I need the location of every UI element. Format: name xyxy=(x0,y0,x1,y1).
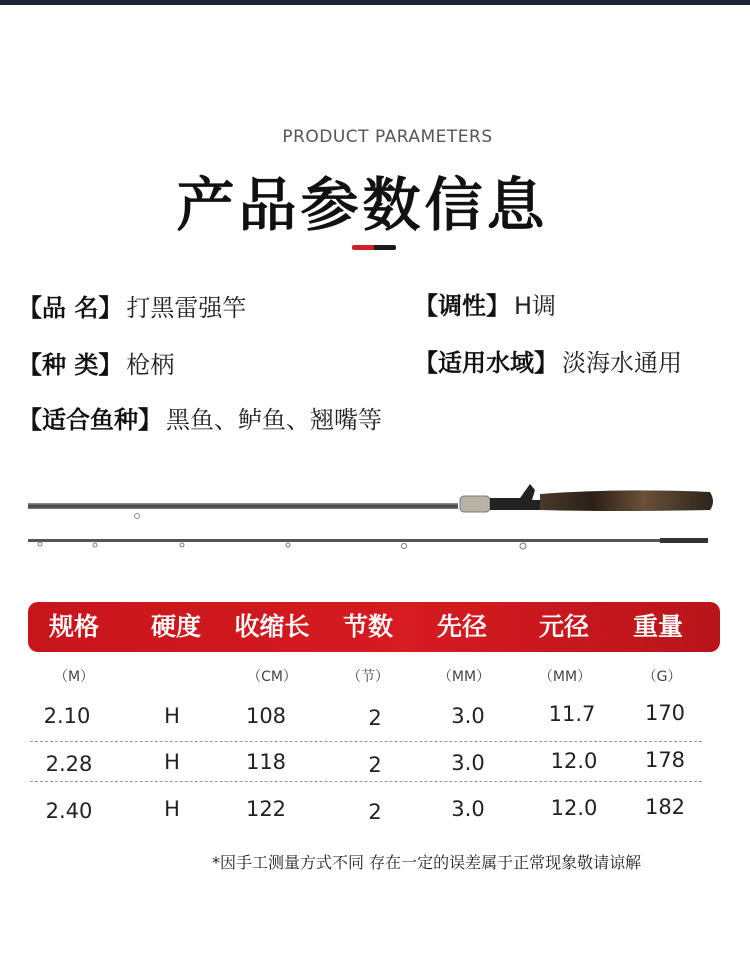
unit-butt-diameter: （MM） xyxy=(538,669,592,685)
cell-closed-length: 118 xyxy=(245,750,287,774)
spec-value: 枪柄 xyxy=(126,351,175,379)
rod-tip-blank xyxy=(28,539,708,542)
cell-sections: 2 xyxy=(368,706,382,730)
row-divider xyxy=(30,781,702,782)
rod-guide xyxy=(520,543,526,549)
cell-tip-diameter: 3.0 xyxy=(451,704,485,728)
cell-butt-diameter: 12.0 xyxy=(550,796,598,820)
cell-weight: 182 xyxy=(644,795,686,819)
spec-value: 打黑雷强竿 xyxy=(126,294,247,322)
cell-sections: 2 xyxy=(368,800,382,824)
unit-tip-diameter: （MM） xyxy=(437,669,491,685)
rod-guide xyxy=(93,543,97,547)
cell-weight: 178 xyxy=(644,748,686,772)
header-sections: 节数 xyxy=(342,612,394,641)
cell-tip-diameter: 3.0 xyxy=(451,751,485,775)
cell-hardness: H xyxy=(164,750,180,774)
section-subtitle: PRODUCT PARAMETERS xyxy=(282,127,493,147)
cell-closed-length: 122 xyxy=(245,797,287,821)
spec-key: 【种 类】 xyxy=(18,351,123,379)
rod-guide xyxy=(286,543,290,547)
table-header xyxy=(28,602,720,652)
rod-guide xyxy=(135,514,140,519)
rod-ferrule xyxy=(660,538,708,543)
header-spec: 规格 xyxy=(48,612,100,641)
rod-butt-blank xyxy=(28,503,458,509)
spec-value: 黑鱼、鲈鱼、翘嘴等 xyxy=(166,406,382,434)
unit-spec: （M） xyxy=(53,669,95,685)
unit-weight: （G） xyxy=(642,669,682,685)
cell-weight: 170 xyxy=(644,701,686,725)
spec-key: 【品 名】 xyxy=(18,294,123,322)
header-hardness: 硬度 xyxy=(150,612,202,641)
title-accent-bar xyxy=(352,245,396,250)
spec-key: 【调性】 xyxy=(414,292,510,320)
accent-red-segment xyxy=(352,245,374,250)
cell-spec: 2.40 xyxy=(45,799,93,823)
fishing-rod-image xyxy=(20,478,732,558)
cell-hardness: H xyxy=(164,797,180,821)
rod-guide xyxy=(402,544,407,549)
unit-sections: （节） xyxy=(347,669,389,685)
cell-butt-diameter: 12.0 xyxy=(550,749,598,773)
measurement-footnote: *因手工测量方式不同 存在一定的误差属于正常现象敬请谅解 xyxy=(212,853,642,872)
rod-guide xyxy=(180,543,184,547)
cell-hardness: H xyxy=(164,704,180,728)
cell-closed-length: 108 xyxy=(245,704,287,728)
spec-action xyxy=(414,286,556,321)
cell-spec: 2.28 xyxy=(45,752,93,776)
reel-seat xyxy=(460,496,490,512)
header-butt-diameter: 元径 xyxy=(538,612,590,641)
spec-fish-species xyxy=(18,400,382,435)
spec-key: 【适合鱼种】 xyxy=(18,406,162,434)
header-tip-diameter: 先径 xyxy=(436,612,488,641)
trigger-seat xyxy=(490,484,540,510)
section-title: 产品参数信息 xyxy=(176,171,549,239)
header-closed-length: 收缩长 xyxy=(234,612,310,641)
spec-value: 淡海水通用 xyxy=(562,349,682,377)
cell-spec: 2.10 xyxy=(43,704,91,728)
rod-grip xyxy=(540,490,713,511)
accent-black-segment xyxy=(374,245,396,250)
spec-value: H调 xyxy=(514,292,557,320)
unit-closed-length: （CM） xyxy=(247,669,297,685)
spec-water xyxy=(414,343,682,378)
cell-butt-diameter: 11.7 xyxy=(548,702,596,726)
spec-product-name xyxy=(18,288,246,323)
rod-guide xyxy=(38,542,42,546)
cell-sections: 2 xyxy=(368,753,382,777)
row-divider xyxy=(30,741,702,742)
spec-key: 【适用水域】 xyxy=(414,349,558,377)
cell-tip-diameter: 3.0 xyxy=(451,797,485,821)
spec-type xyxy=(18,345,174,380)
header-weight: 重量 xyxy=(632,612,684,641)
top-border-bar xyxy=(0,0,750,5)
